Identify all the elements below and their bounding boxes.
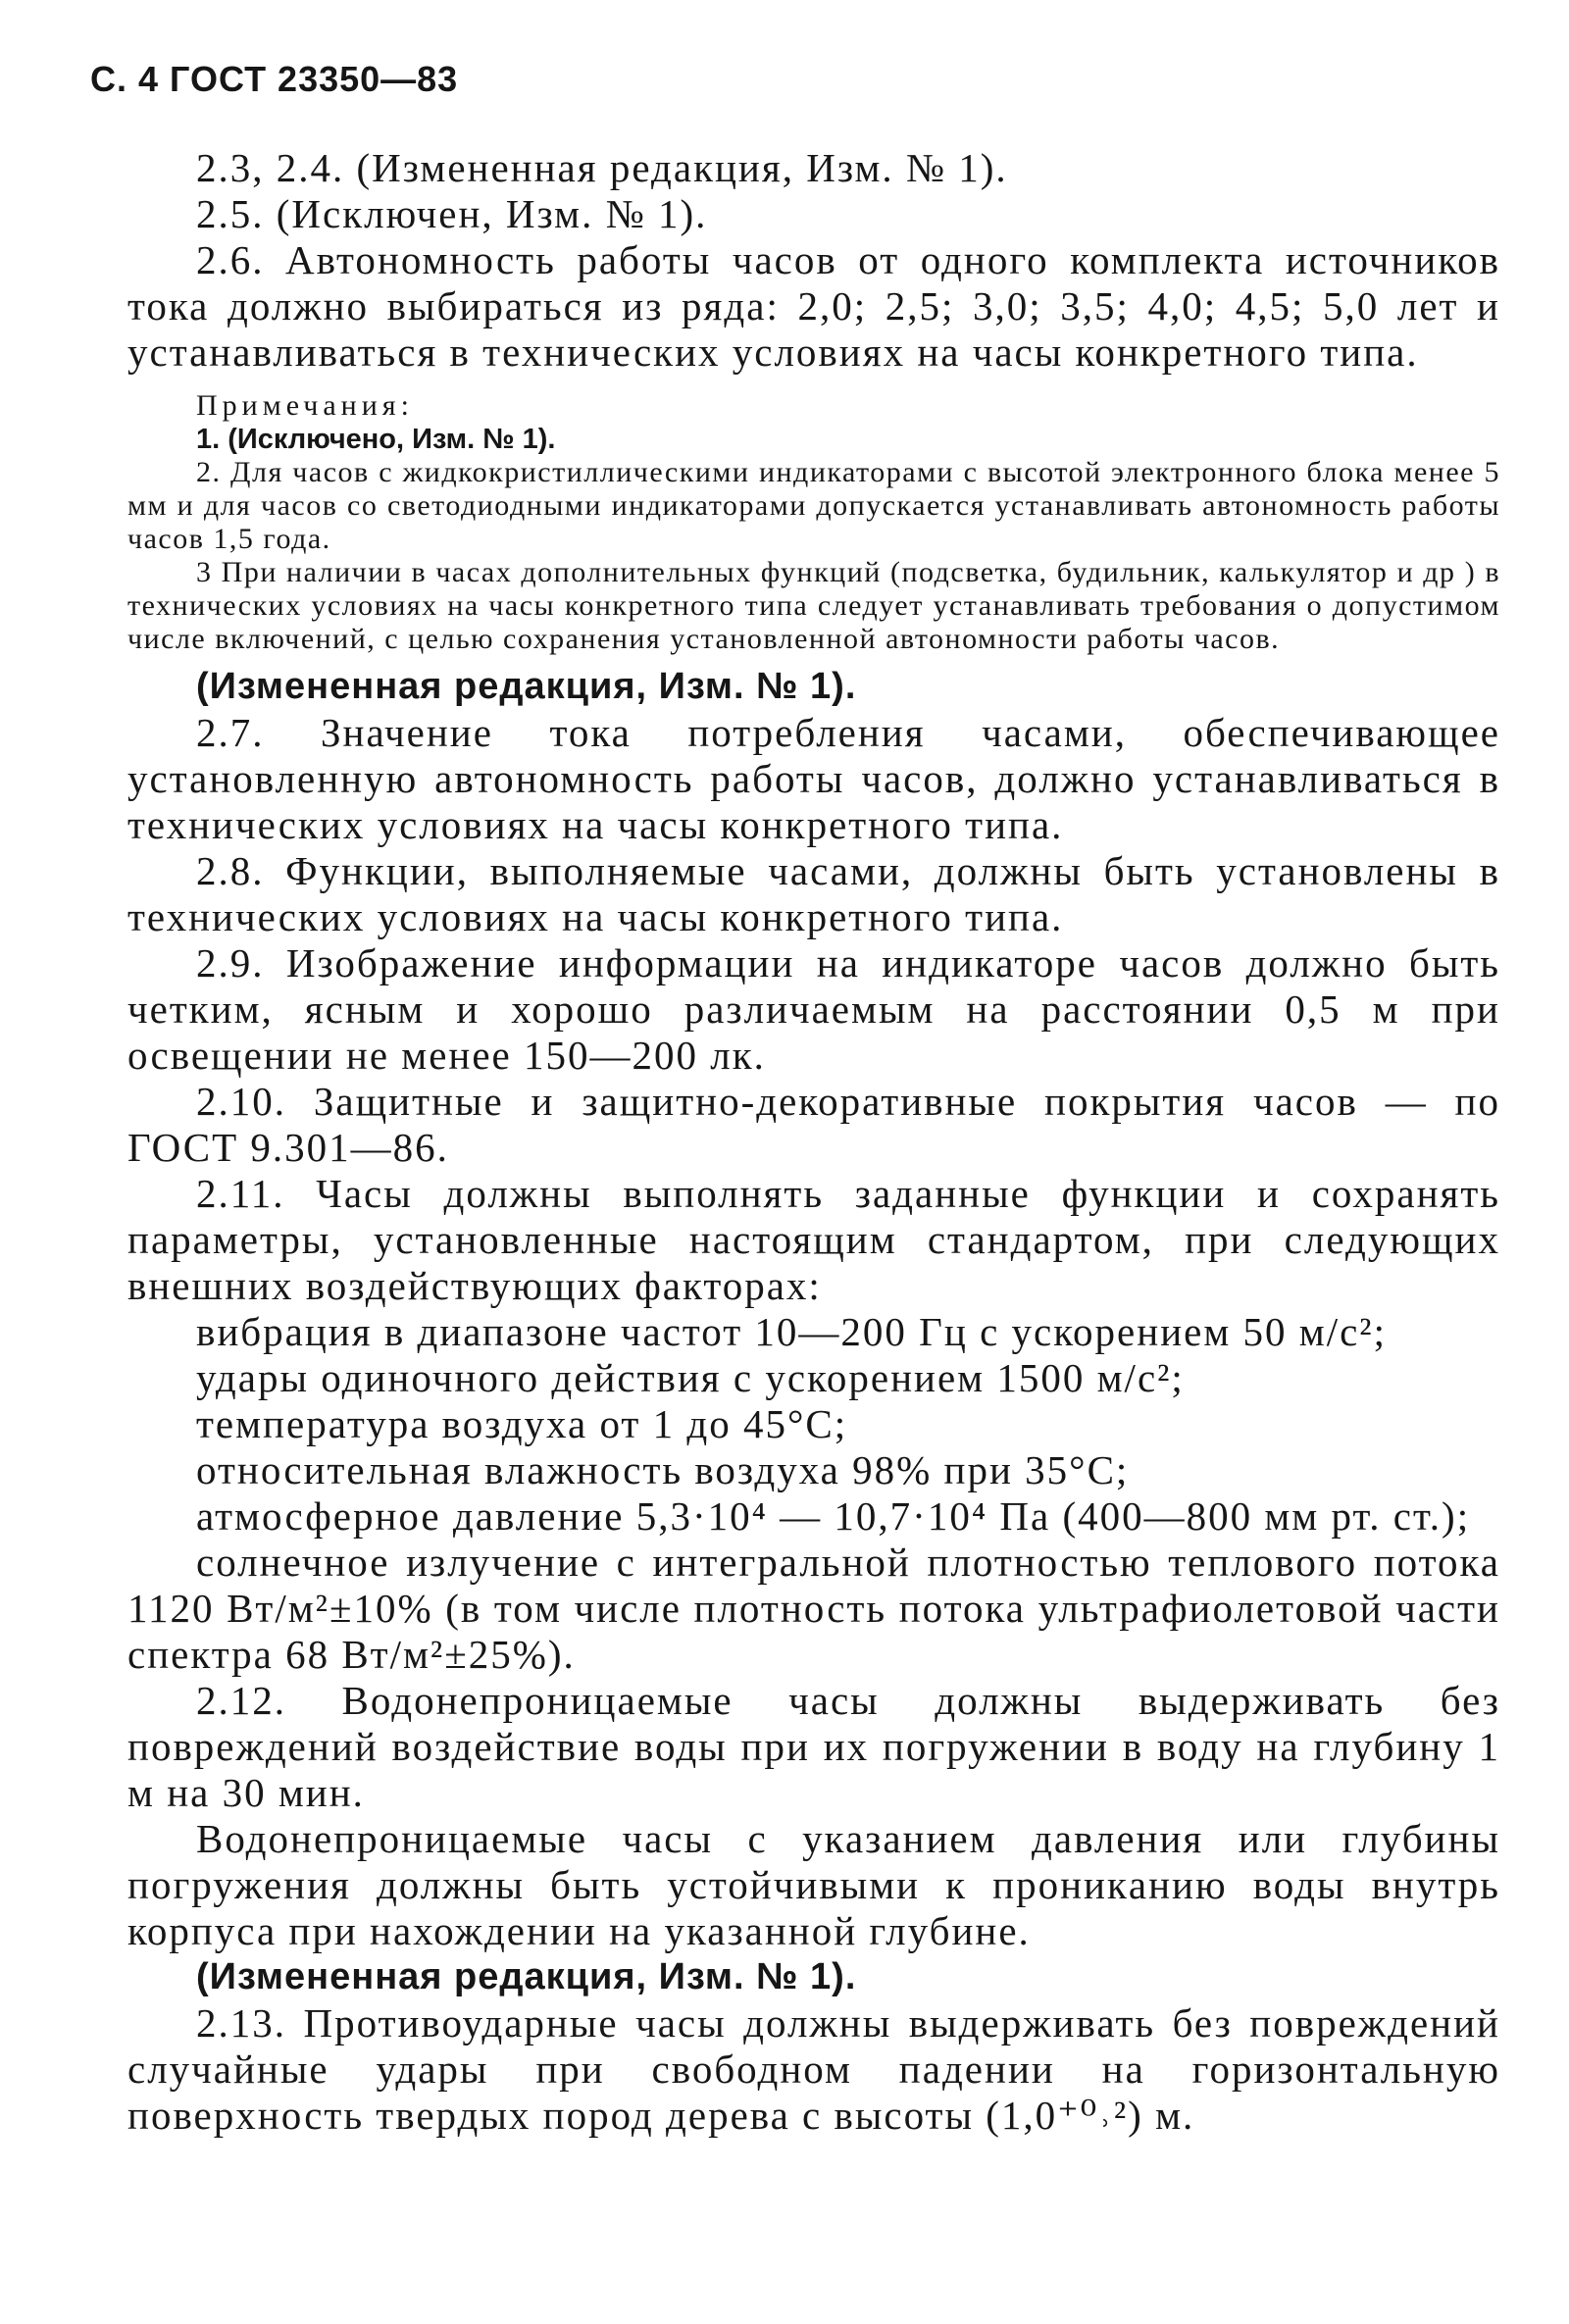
- para-2-6: 2.6. Автономность работы часов от одного комплекта источников тока должно выбираться из ряда: 2,0; 2,5; 3,0; 3,5; 4,0; 4,5; 5,0 лет и устанавливаться в технических условиях на часы конкретного типа.: [127, 237, 1500, 375]
- factor-solar: солнечное излучение с интегральной плотностью теплового потока 1120 Вт/м²±10% (в том числе плотность потока ультрафиолетовой части спектра 68 Вт/м²±25%).: [127, 1540, 1500, 1677]
- document-body: [127, 145, 1500, 2139]
- notes-title: Примечания:: [196, 389, 414, 422]
- factor-pressure: атмосферное давление 5,3·10⁴ — 10,7·10⁴ Па (400—800 мм рт. ст.);: [196, 1493, 1471, 1539]
- para-2-9: 2.9. Изображение информации на индикаторе часов должно быть четким, ясным и хорошо различаемым на расстоянии 0,5 м при освещении не менее 150—200 лк.: [127, 940, 1500, 1078]
- para-2-8: 2.8. Функции, выполняемые часами, должны быть установлены в технических условиях на часы конкретного типа.: [127, 848, 1500, 939]
- para-2-7: 2.7. Значение тока потребления часами, обеспечивающее установленную автономность работы часов, должно устанавливаться в технических условиях на часы конкретного типа.: [127, 710, 1500, 847]
- factor-temperature: температура воздуха от 1 до 45°С;: [196, 1401, 848, 1446]
- edit-note-1: (Измененная редакция, Изм. № 1).: [196, 666, 857, 707]
- para-2-11: 2.11. Часы должны выполнять заданные функции и сохранять параметры, установленные настоящим стандартом, при следующих внешних воздействующих факторах:: [127, 1171, 1500, 1308]
- para-2-10: 2.10. Защитные и защитно-декоративные покрытия часов — по ГОСТ 9.301—86.: [127, 1079, 1500, 1170]
- page-header: С. 4 ГОСТ 23350—83: [90, 59, 459, 99]
- note-3: 3 При наличии в часах дополнительных функций (подсветка, будильник, калькулятор и др ) в технических условиях на часы конкретного типа следует устанавливать требования о допустимом числе включений, с целью сохранения установленной автономности работы часов.: [127, 556, 1500, 655]
- para-2-13: 2.13. Противоударные часы должны выдерживать без повреждений случайные удары при свободном падении на горизонтальную поверхность твердых пород дерева с высоты (1,0⁺⁰˒²) м.: [127, 2000, 1500, 2138]
- edit-note-2: (Измененная редакция, Изм. № 1).: [196, 1956, 857, 1997]
- para-2-3: 2.3, 2.4. (Измененная редакция, Изм. № 1).: [196, 145, 1008, 190]
- para-2-12: 2.12. Водонепроницаемые часы должны выдерживать без повреждений воздействие воды при их погружении в воду на глубину 1 м на 30 мин.: [127, 1678, 1500, 1815]
- factor-vibration: вибрация в диапазоне частот 10—200 Гц с ускорением 50 м/с²;: [196, 1309, 1387, 1354]
- para-2-5: 2.5. (Исключен, Изм. № 1).: [196, 191, 708, 236]
- para-2-12-waterproof: Водонепроницаемые часы с указанием давления или глубины погружения должны быть устойчивыми к проникaнию воды внутрь корпуса при нахождении на указанной глубине.: [127, 1816, 1500, 1953]
- factor-humidity: относительная влажность воздуха 98% при 35°С;: [196, 1447, 1130, 1492]
- note-1: 1. (Исключено, Изм. № 1).: [196, 424, 556, 455]
- note-2: 2. Для часов с жидкокристиллическими индикаторами с высотой электронного блока менее 5 мм и для часов со светодиодными индикаторами допускается устанавливать автономность работы часов 1,5 года.: [127, 456, 1500, 555]
- factor-shock: удары одиночного действия с ускорением 1500 м/с²;: [196, 1355, 1185, 1400]
